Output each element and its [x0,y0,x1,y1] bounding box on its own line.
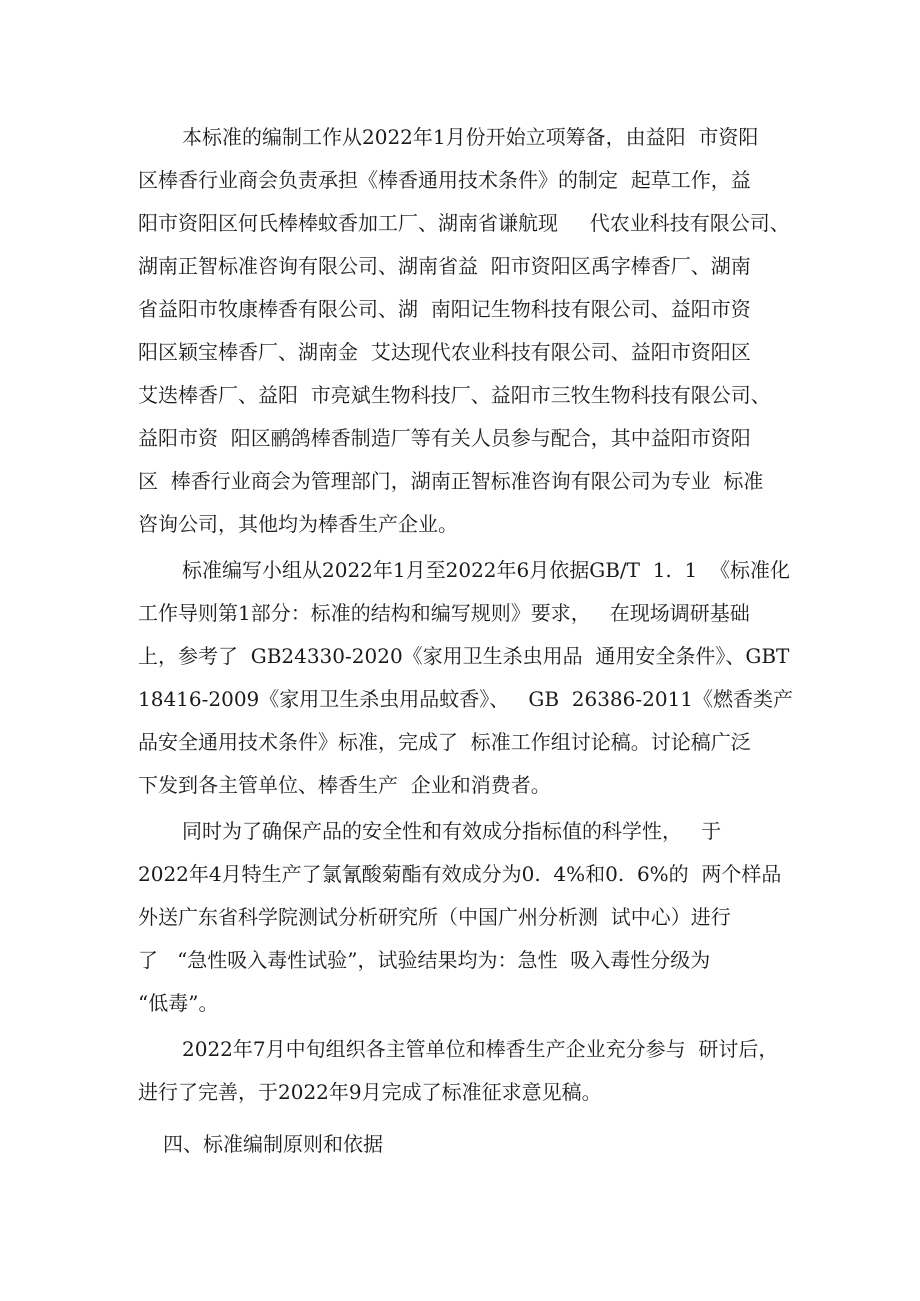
paragraph-1-line-4: 湖南正智标准咨询有限公司、湖南省益 阳市资阳区禹字棒香厂、湖南 [138,254,751,278]
paragraph-2-line-1: 标准编写小组从2022年1月至2022年6月依据GB/T 1. 1 《标准化 [182,558,790,582]
paragraph-1-line-2: 区棒香行业商会负责承担《棒香通用技术条件》的制定 起草工作，益 [138,168,751,192]
paragraph-3-line-2: 2022年4月特生产了氯氰酸菊酯有效成分为0. 4%和0. 6%的 两个样品 [138,862,782,886]
paragraph-1-line-7: 艾迭棒香厂、益阳 市亮斌生物科技厂、益阳市三牧生物科技有限公司、 [138,383,771,407]
paragraph-2-line-6: 下发到各主管单位、棒香生产 企业和消费者。 [138,773,551,797]
paragraph-2-line-4: 18416-2009《家用卫生杀虫用品蚊香》、 GB 26386-2011《燃香类产 [138,687,794,711]
paragraph-3-line-1: 同时为了确保产品的安全性和有效成分指标值的科学性， 于 [182,819,722,843]
paragraph-2-line-5: 品安全通用技术条件》标准，完成了 标准工作组讨论稿。讨论稿广泛 [138,730,751,754]
paragraph-3-line-3: 外送广东省科学院测试分析研究所（中国广州分析测 试中心）进行 [138,905,731,929]
paragraph-1-line-9: 区 棒香行业商会为管理部门，湖南正智标准咨询有限公司为专业 标准 [138,469,764,493]
paragraph-3-line-4: 了 “急性吸入毒性试验”，试验结果均为：急性 吸入毒性分级为 [138,948,711,972]
paragraph-1-line-10: 咨询公司，其他均为棒香生产企业。 [138,512,458,536]
paragraph-4-line-2: 进行了完善，于2022年9月完成了标准征求意见稿。 [138,1080,602,1104]
paragraph-1-line-3: 阳市资阳区何氏棒棒蚊香加工厂、湖南省谦航现 代农业科技有限公司、 [138,211,790,235]
section-heading: 四、标准编制原则和依据 [163,1132,383,1156]
paragraph-3-line-5: “低毒”。 [138,991,219,1015]
paragraph-1-line-6: 阳区颖宝棒香厂、湖南金 艾达现代农业科技有限公司、益阳市资阳区 [138,340,751,364]
paragraph-2-line-2: 工作导则第1部分：标准的结构和编写规则》要求， 在现场调研基础 [138,601,750,625]
paragraph-1-line-8: 益阳市资 阳区鹂鸽棒香制造厂等有关人员参与配合，其中益阳市资阳 [138,426,751,450]
paragraph-4-line-1: 2022年7月中旬组织各主管单位和棒香生产企业充分参与 研讨后， [182,1037,779,1061]
paragraph-1-line-5: 省益阳市牧康棒香有限公司、湖 南阳记生物科技有限公司、益阳市资 [138,297,751,321]
paragraph-1-line-1: 本标准的编制工作从2022年1月份开始立项筹备，由益阳 市资阳 [182,125,759,149]
paragraph-2-line-3: 上，参考了 GB24330-2020《家用卫生杀虫用品 通用安全条件》、GBT [138,644,790,668]
